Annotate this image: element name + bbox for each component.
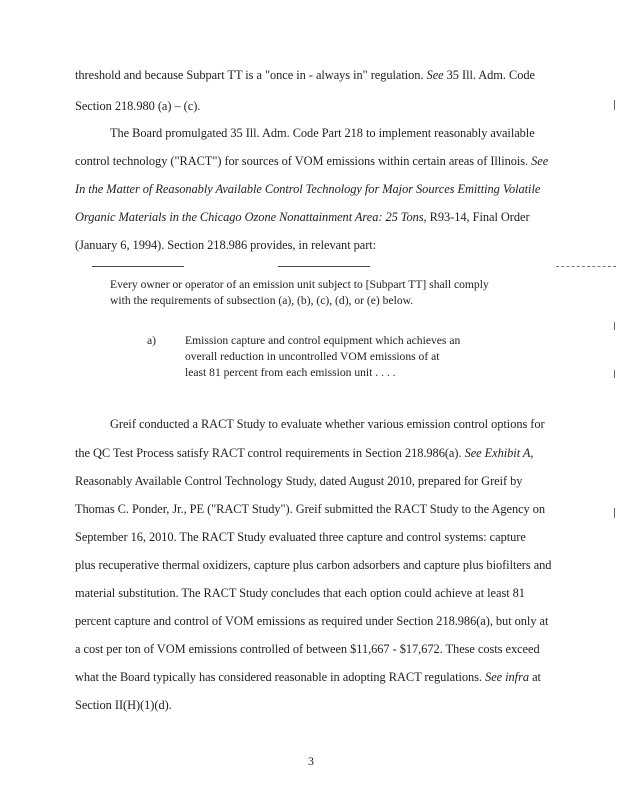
case-title: In the Matter of Reasonably Available Control Technology for Major Sources Emitting Volatile xyxy=(75,182,541,196)
paragraph-3-line-1: Greif conducted a RACT Study to evaluate whether various emission control options for xyxy=(110,417,545,431)
paragraph-3-line-5: September 16, 2010. The RACT Study evaluated three capture and control systems: capture xyxy=(75,530,526,544)
text: the QC Test Process satisfy RACT control requirements in Section 218.986(a). xyxy=(75,446,462,460)
block-quote-item-line-3: least 81 percent from each emission unit . . . . xyxy=(185,366,396,379)
text: what the Board typically has considered reasonable in adopting RACT regulations. xyxy=(75,670,482,684)
scan-rule-left xyxy=(92,266,184,267)
page-number: 3 xyxy=(308,754,314,768)
scan-rule-middle xyxy=(278,266,370,267)
citation-signal: See Exhibit A, xyxy=(464,446,534,460)
paragraph-3-line-8: percent capture and control of VOM emissions as required under Section 218.986(a), but only at xyxy=(75,614,549,628)
paragraph-3-line-11: Section II(H)(1)(d). xyxy=(75,698,172,712)
paragraph-2-line-4 xyxy=(75,210,530,225)
paragraph-3-line-4: Thomas C. Ponder, Jr., PE ("RACT Study"). Greif submitted the RACT Study to the Agency on xyxy=(75,502,546,516)
paragraph-1-line-2: Section 218.980 (a) – (c). xyxy=(75,99,201,113)
case-title: Organic Materials in the Chicago Ozone Nonattainment Area: 25 Tons, xyxy=(75,210,427,224)
block-quote-item-line-1: Emission capture and control equipment which achieves an xyxy=(185,334,461,347)
text: R93-14, Final Order xyxy=(429,210,530,224)
paragraph-3-line-9: a cost per ton of VOM emissions controlled of between $11,667 - $17,672. These costs exceed xyxy=(75,642,540,656)
text: at xyxy=(532,670,541,684)
text: 35 Ill. Adm. Code xyxy=(446,68,535,82)
scan-mark xyxy=(614,322,615,330)
paragraph-2-line-5: (January 6, 1994). Section 218.986 provides, in relevant part: xyxy=(75,238,377,252)
block-quote-item-line-2: overall reduction in uncontrolled VOM emissions of at xyxy=(185,350,440,363)
paragraph-3-line-3: Reasonably Available Control Technology Study, dated August 2010, prepared for Greif by xyxy=(75,474,523,488)
paragraph-3-line-2 xyxy=(75,446,533,461)
citation-signal: See infra xyxy=(485,670,529,684)
scan-mark xyxy=(614,100,615,110)
block-quote-line-1: Every owner or operator of an emission unit subject to [Subpart TT] shall comply xyxy=(110,278,489,291)
paragraph-3-line-10 xyxy=(75,670,541,685)
block-quote-item-label: a) xyxy=(147,334,157,347)
scan-mark xyxy=(614,508,615,518)
block-quote-line-2: with the requirements of subsection (a), (b), (c), (d), or (e) below. xyxy=(110,294,414,307)
scan-dash-right xyxy=(556,266,616,267)
scan-mark xyxy=(614,370,615,378)
paragraph-2-line-1: The Board promulgated 35 Ill. Adm. Code Part 218 to implement reasonably available xyxy=(110,126,535,140)
paragraph-3-line-7: material substitution. The RACT Study concludes that each option could achieve at least 81 xyxy=(75,586,525,600)
text: threshold and because Subpart TT is a "once in - always in" regulation. xyxy=(75,68,424,82)
text: control technology ("RACT") for sources of VOM emissions within certain areas of Illinois. xyxy=(75,154,529,168)
paragraph-2-line-3 xyxy=(75,182,540,197)
paragraph-3-line-6: plus recuperative thermal oxidizers, capture plus carbon adsorbers and capture plus biofilters and xyxy=(75,558,552,572)
citation-signal: See xyxy=(426,68,444,82)
paragraph-2-line-2 xyxy=(75,154,548,169)
citation-signal: See xyxy=(531,154,549,168)
paragraph-1-line-1 xyxy=(75,68,535,83)
